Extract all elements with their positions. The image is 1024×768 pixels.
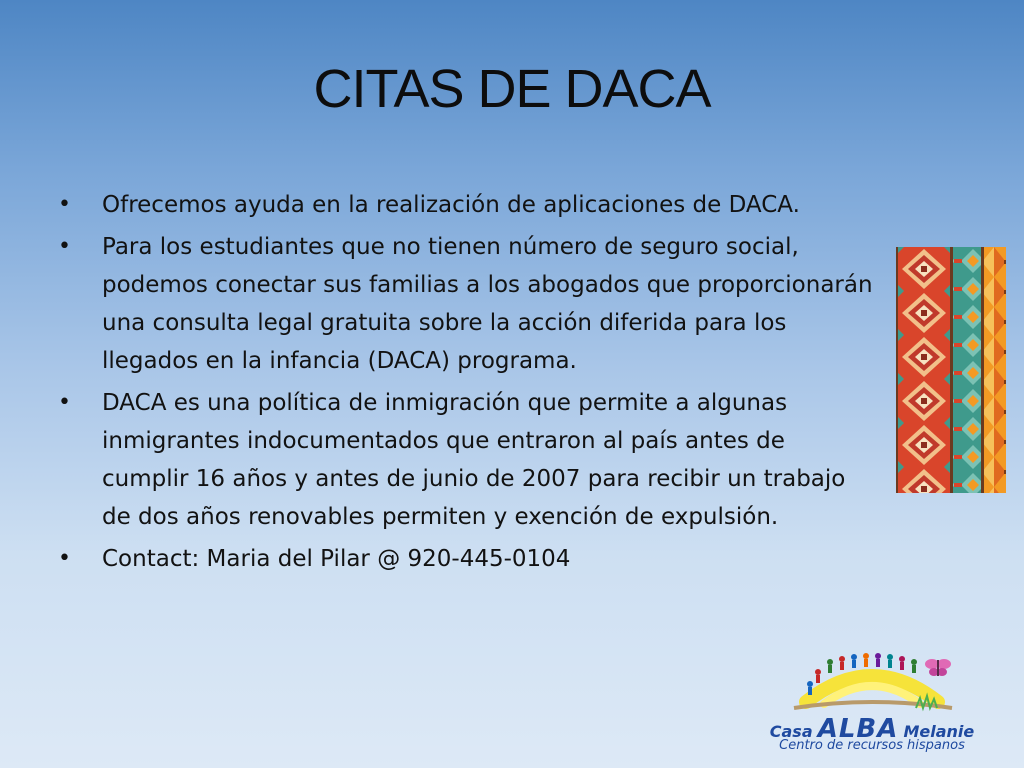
slide-title: CITAS DE DACA [313,59,711,119]
bullet-list [58,186,878,582]
bullet-text: DACA es una política de inmigración que permite a algunas inmigrantes indocumentados que entraron al país antes de cumplir 16 años y antes de junio de 2007 para recibir un trabajo de dos años renovables permiten y exención de expulsión. [102,390,846,530]
textile-pattern-image [896,247,1006,493]
bullet-dot: • [58,546,71,571]
logo-subtitle: Centro de recursos hispanos [779,738,965,753]
casa-alba-logo [766,650,978,758]
bullet-dot: • [58,234,71,259]
logo-word-casa: Casa [769,722,813,741]
bullet-item [58,186,878,224]
bullet-text: Para los estudiantes que no tienen número de seguro social, podemos conectar sus familias a los abogados que proporcionarán una consulta legal gratuita sobre la acción diferida para los llegados en la infancia (DACA) programa. [102,234,873,374]
bullet-item [58,384,878,536]
bullet-item [58,228,878,380]
logo-word-melanie: Melanie [903,722,975,741]
bullet-dot: • [58,390,71,415]
bullet-text: Contact: Maria del Pilar @ 920-445-0104 [102,546,571,572]
bullet-item [58,540,878,578]
bullet-text: Ofrecemos ayuda en la realización de aplicaciones de DACA. [102,192,800,218]
sun-people-logo-icon [766,650,978,720]
bullet-dot: • [58,192,71,217]
logo-word-alba: ALBA [817,714,899,744]
